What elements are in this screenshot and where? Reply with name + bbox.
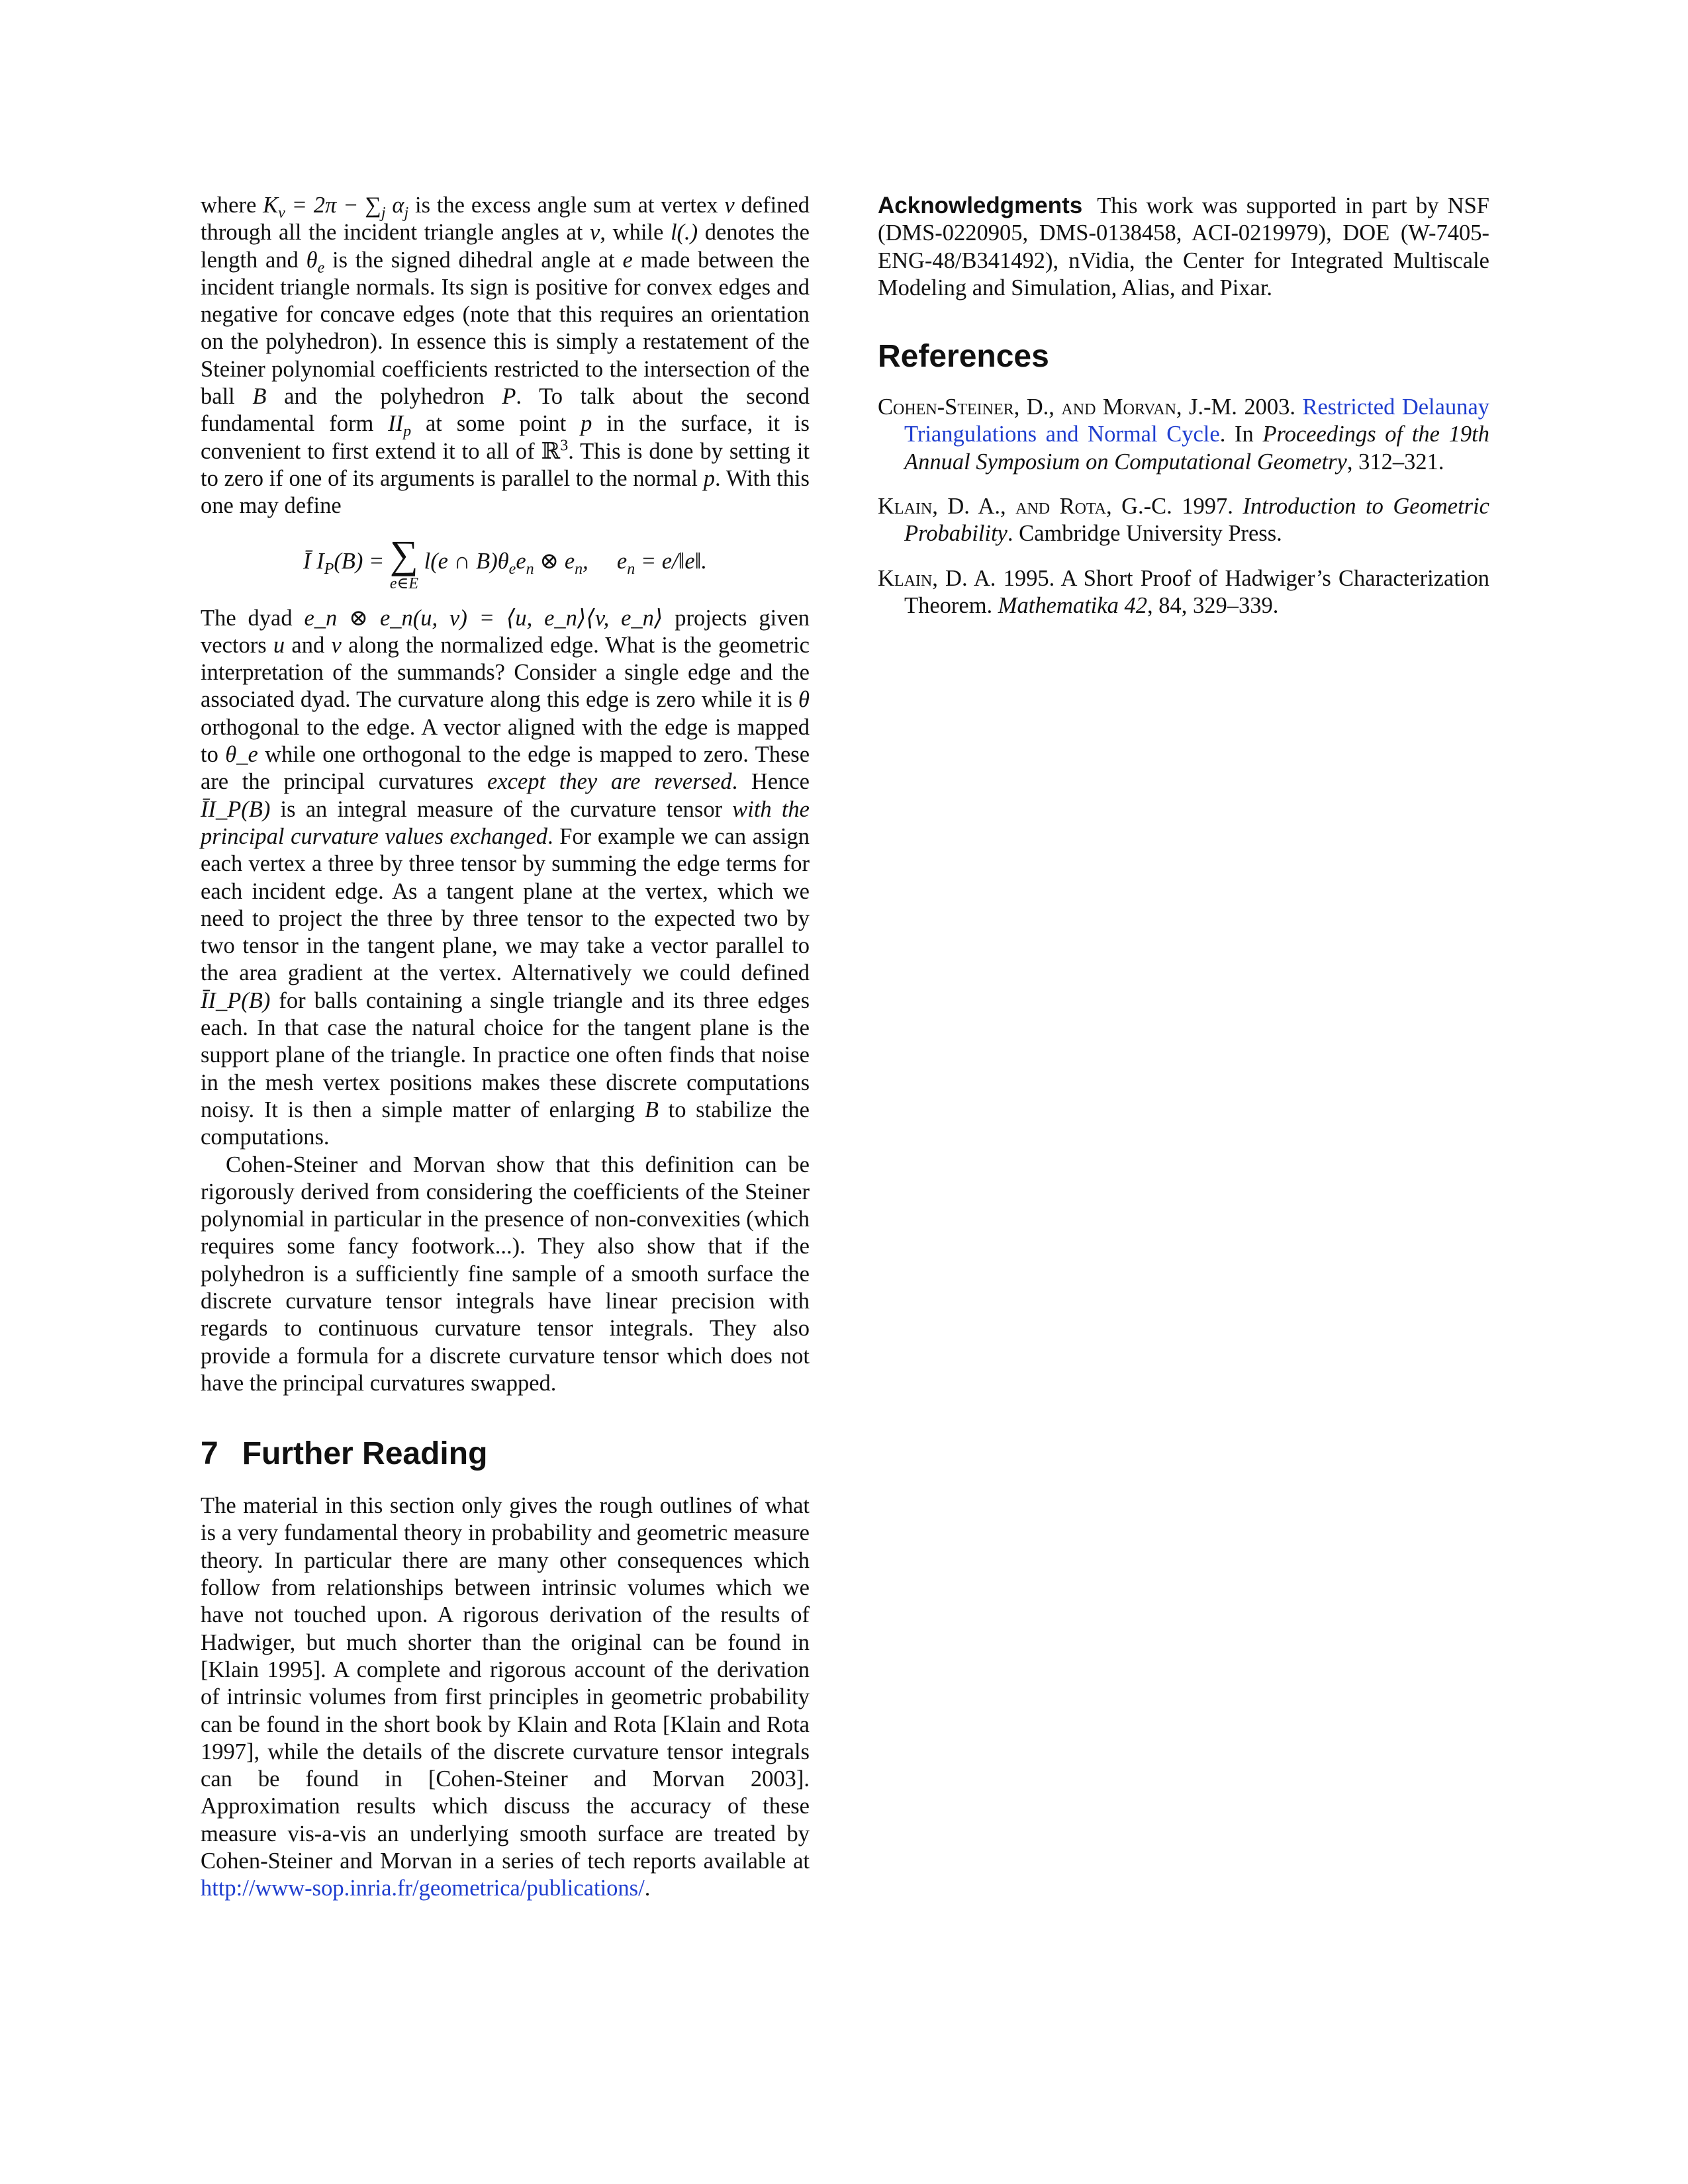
math-theta-e: $\theta_e$ [306, 247, 325, 277]
section-heading-further-reading: 7 Further Reading [201, 1436, 488, 1472]
math-b: B [252, 384, 267, 410]
math-e: e [622, 247, 633, 273]
sum-symbol: ∑ e∈E [389, 532, 418, 592]
acknowledgments-heading: Acknowledgments [878, 193, 1083, 218]
publications-link[interactable]: http://www-sop.inria.fr/geometrica/publications/ [201, 1876, 645, 1901]
reference-entry: Klain, D. A., and Rota, G.-C. 1997. Introduction to Geometric Probability. Cambridge University Press. [878, 494, 1489, 547]
math-length: l(.) [670, 220, 698, 246]
reference-entry: Klain, D. A. 1995. A Short Proof of Hadwiger’s Characterization Theorem. Mathematika 42, 84, 329–339. [878, 565, 1489, 618]
math-v: v [590, 220, 600, 246]
paragraph-cohen-steiner: Cohen-Steiner and Morvan show that this definition can be rigorously derived from considering the coefficients of the Steiner polynomial in particular in the presence of non-convexities (which requires some fancy footwork...). They also show that if the polyhedron is a sufficiently fine sample of a smooth surface the discrete curvature tensor integrals have linear precision with regards to continuous curvature tensor integrals. They also provide a formula for a discrete curvature tensor which does not have the principal curvatures swapped. [201, 1152, 810, 1396]
math-v: v [724, 193, 735, 218]
math-kv: $K_v = 2\pi - \sum_j$ $\alpha_j$ [263, 193, 409, 222]
math-r3: ℝ$^3$ [541, 437, 569, 464]
math-iip: $II_p$ [388, 411, 412, 441]
math-dyad: e_n ⊗ e_n(u, v) = ⟨u, e_n⟩⟨v, e_n⟩ [304, 605, 663, 631]
paragraph-curvature-definition: where $K_v = 2\pi - \sum_j$ $\alpha_j$ is the excess angle sum at vertex v defined through all the incident triangle angles at v, while l(.) denotes the length and $\theta_e$ is the signed dihedral angle at e made between the incident triangle normals. Its sign is positive for convex edges and negative for concave edges (note that this requires an orientation on the polyhedron). In essence this is simply a restatement of the Steiner polynomial coefficients restricted to the intersection of the ball B and the polyhedron P. To talk about the second fundamental form $II_p$ at some point p in the surface, it is convenient to first extend it to all of ℝ$^3$. This is done by setting it to zero if one of its arguments is parallel to the normal p. With this one may define [201, 193, 810, 519]
reference-link[interactable]: Restricted Delaunay Triangulations and Normal Cycle [904, 394, 1490, 447]
acknowledgments: Acknowledgments This work was supported in part by NSF (DMS-0220905, DMS-0138458, ACI-0219979), DOE (W-7405-ENG-48/B341492), nVidia, the Center for Integrated Multiscale Modeling and Simulation, Alias, and Pixar. [878, 193, 1489, 300]
paragraph-further-reading: The material in this section only gives the rough outlines of what is a very fundamental theory in probability and geometric measure theory. In particular there are many other consequences which follow from relationships between intrinsic volumes which we have not touched upon. A rigorous derivation of the results of Hadwiger, but much shorter than the original can be found in [Klain 1995]. A complete and rigorous account of the derivation of intrinsic volumes from first principles in geometric probability can be found in the short book by Klain and Rota [Klain and Rota 1997], while the details of the discrete curvature tensor integrals can be found in [Cohen-Steiner and Morvan 2003]. Approximation results which discuss the accuracy of these measure vis-a-vis an underlying smooth surface are treated by Cohen-Steiner and Morvan in a series of tech reports available at http://www-sop.inria.fr/geometrica/publications/. [201, 1493, 810, 1901]
left-column [201, 192, 810, 1903]
equation-iip: Ī $I_P(B)$ = ∑ e∈E l(e ∩ $B)\theta_ee_n$ ⊗ $e_n$, $e_n$ = e/‖e‖. [303, 532, 707, 592]
paragraph-dyad: The dyad e_n ⊗ e_n(u, v) = ⟨u, e_n⟩⟨v, e_n⟩ projects given vectors u and v along the normalized edge. What is the geometric interpretation of the summands? Consider a single edge and the associated dyad. The curvature along this edge is zero while it is θ orthogonal to the edge. A vector aligned with the edge is mapped to θ_e while one orthogonal to the edge is mapped to zero. These are the principal curvatures except they are reversed. Hence ĪI_P(B) is an integral measure of the curvature tensor with the principal curvature values exchanged. For example we can assign each vertex a three by three tensor by summing the edge terms for each incident edge. As a tangent plane at the vertex, which we need to project the three by three tensor to the expected two by two tensor in the tangent plane, we may take a vector parallel to the area gradient at the vertex. Alternatively we could defined ĪI_P(B) for balls containing a single triangle and its three edges each. In that case the natural choice for the tangent plane is the support plane of the triangle. In practice one often finds that noise in the mesh vertex positions makes these discrete computations noisy. It is then a simple matter of enlarging B to stabilize the computations. [201, 605, 810, 1150]
references-heading: References [878, 339, 1049, 375]
math-p: p [581, 411, 592, 437]
reference-entry: Cohen-Steiner, D., and Morvan, J.-M. 2003. Restricted Delaunay Triangulations and Normal Cycle. In Proceedings of the 19th Annual Symposium on Computational Geometry, 312–321. [878, 394, 1490, 475]
math-p: p [703, 465, 716, 491]
math-p-poly: P [502, 384, 516, 410]
right-column [878, 192, 1489, 637]
